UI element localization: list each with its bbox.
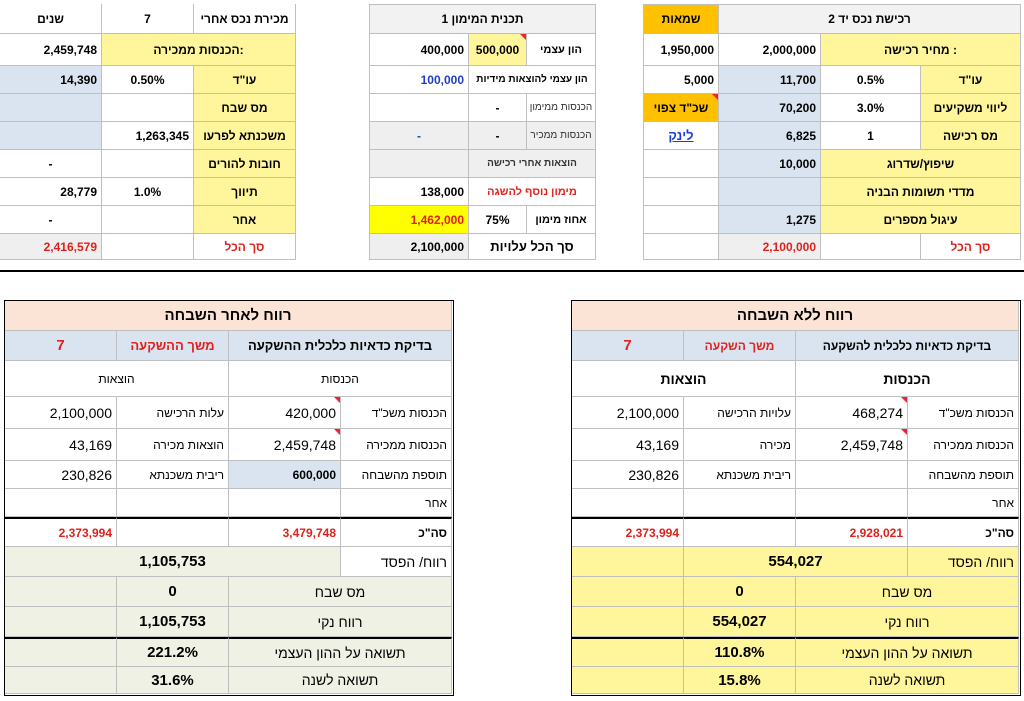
pp-net-label: רווח נקי xyxy=(796,607,1019,637)
sale-parents-label: חובות להורים xyxy=(194,150,296,178)
pa-roe-label: תשואה על ההון העצמי xyxy=(229,637,452,667)
pp-annual-value: 15.8% xyxy=(684,667,796,694)
pa-net-value: 1,105,753 xyxy=(117,607,229,637)
pp-pnl-value: 554,027 xyxy=(684,547,908,577)
pa-sale-expenses-label: הוצאות מכירה xyxy=(117,429,229,461)
purchase-total-value: 2,100,000 xyxy=(719,234,821,260)
expected-rent-label: שכ"ד צפוי xyxy=(643,94,719,122)
pa-rent-income-label: הכנסות משכ"ד xyxy=(341,397,452,429)
pa-net-label: רווח נקי xyxy=(229,607,452,637)
profit-appreciation-panel xyxy=(4,300,454,696)
pa-other-label: אחר xyxy=(341,489,452,517)
pp-expenses-header: הוצאות xyxy=(572,361,796,397)
appraisal-fee[interactable]: 5,000 xyxy=(643,66,719,94)
pp-total-exp-spacer xyxy=(684,517,796,547)
pa-annual-label: תשואה לשנה xyxy=(229,667,452,694)
sale-mortgage-label: משכנתא לפרעו xyxy=(194,122,296,150)
rounding-value: 1,275 xyxy=(719,206,821,234)
renovation-value[interactable]: 10,000 xyxy=(719,150,821,178)
pp-net-value: 554,027 xyxy=(684,607,796,637)
sale-lawyer-pct[interactable]: 0.50% xyxy=(102,66,194,94)
pp-appreciation-empty xyxy=(796,461,908,489)
financing-income-value: - xyxy=(469,94,527,122)
sale-total-value: 2,416,579 xyxy=(0,234,102,260)
sale-title: מכירת נכס אחרי xyxy=(194,4,296,34)
sale-revenue-label: הכנסות ממכירה: xyxy=(102,34,296,66)
equity-value: 400,000 xyxy=(369,34,469,66)
purchase-blank-1 xyxy=(643,150,719,178)
pa-pnl-value: 1,105,753 xyxy=(5,547,341,577)
pa-sale-expenses-value: 43,169 xyxy=(5,429,117,461)
pa-duration-label: משך ההשקעה xyxy=(117,331,229,361)
pa-roe-value: 221.2% xyxy=(117,637,229,667)
pa-rent-income-value: 420,000 xyxy=(229,397,341,429)
sale-lawyer-label: עו"ד xyxy=(194,66,296,94)
pa-cgt-value: 0 xyxy=(117,577,229,607)
sale-other-label: אחר xyxy=(194,206,296,234)
investor-pct[interactable]: 3.0% xyxy=(821,94,921,122)
pa-purchase-cost-label: עלות הרכישה xyxy=(117,397,229,429)
pp-sale-income-label: הכנסות ממכירה xyxy=(908,429,1019,461)
post-purchase-empty xyxy=(369,150,469,178)
pa-roe-spacer xyxy=(5,637,117,667)
pp-sale-expenses-value: 43,169 xyxy=(572,429,684,461)
purchase-price-value[interactable]: 2,000,000 xyxy=(719,34,821,66)
sale-brokerage-pct[interactable]: 1.0% xyxy=(102,178,194,206)
seller-income-value: - xyxy=(469,122,527,150)
appraisal-label: שמאות xyxy=(643,4,719,34)
pp-rent-income-label: הכנסות משכ"ד xyxy=(908,397,1019,429)
pa-total-income: 3,479,748 xyxy=(229,517,341,547)
pp-appreciation-label: תוספת מהשבחה xyxy=(908,461,1019,489)
equity-expenses-value: 100,000 xyxy=(369,66,469,94)
equity-expenses-label: הון עצמי להוצאות מידיות xyxy=(469,66,596,94)
pp-roe-spacer xyxy=(572,637,684,667)
pp-duration-value[interactable]: 7 xyxy=(572,331,684,361)
pa-total-label: סה"כ xyxy=(341,517,452,547)
financing-amount: 1,462,000 xyxy=(369,206,469,234)
pp-cgt-value: 0 xyxy=(684,577,796,607)
pp-other-label: אחר xyxy=(908,489,1019,517)
pa-duration-value[interactable]: 7 xyxy=(5,331,117,361)
link-cell xyxy=(643,122,719,150)
pa-other-exp-label-empty xyxy=(117,489,229,517)
measurements-value[interactable] xyxy=(719,178,821,206)
pp-other-inc-empty xyxy=(796,489,908,517)
pp-duration-label: משך השקעה xyxy=(684,331,796,361)
sale-lawyer-value: 14,390 xyxy=(0,66,102,94)
renovation-label: שיפוץ/שדרוג xyxy=(821,150,1021,178)
profit-plain-panel xyxy=(571,300,1021,696)
financing-total-label: סך הכל עלויות xyxy=(469,234,596,260)
purchase-tax-value: 6,825 xyxy=(719,122,821,150)
pp-total-label: סה"כ xyxy=(908,517,1019,547)
purchase-tax-label: מס רכישה xyxy=(921,122,1021,150)
pa-purchase-cost-value: 2,100,000 xyxy=(5,397,117,429)
purchase-price-label: מחיר רכישה : xyxy=(821,34,1021,66)
pp-mortgage-interest-value: 230,826 xyxy=(572,461,684,489)
purchase-lawyer-pct[interactable]: 0.5% xyxy=(821,66,921,94)
pa-appreciation-label: תוספת מהשבחה xyxy=(341,461,452,489)
purchase-blank-3 xyxy=(643,206,719,234)
extra-financing-label: מימון נוסף להשגה xyxy=(469,178,596,206)
pp-total-income: 2,928,021 xyxy=(796,517,908,547)
sale-total-label: סך הכל xyxy=(194,234,296,260)
pp-other-exp-label-empty xyxy=(684,489,796,517)
purchase-lawyer-label: עו"ד xyxy=(921,66,1021,94)
post-purchase-label: הוצאות אחרי רכישה xyxy=(469,150,596,178)
section-divider xyxy=(0,270,1024,272)
pp-roe-label: תשואה על ההון העצמי xyxy=(796,637,1019,667)
pp-purchase-cost-value: 2,100,000 xyxy=(572,397,684,429)
pp-title: רווח ללא השבחה xyxy=(572,301,1019,331)
pa-title: רווח לאחר השבחה xyxy=(5,301,452,331)
pp-pnl-label: רווח/ הפסד xyxy=(908,547,1019,577)
purchase-tax-count[interactable]: 1 xyxy=(821,122,921,150)
financing-title: תכנית המימון 1 xyxy=(369,4,596,34)
sale-total-empty xyxy=(102,234,194,260)
purchase-title: רכישת נכס יד 2 xyxy=(719,4,1021,34)
sale-tax-label: מס שבח xyxy=(194,94,296,122)
pa-annual-spacer xyxy=(5,667,117,694)
sale-mortgage-value[interactable]: 1,263,345 xyxy=(102,122,194,150)
pp-check-label: בדיקת כדאיות כלכלית להשקעה xyxy=(796,331,1019,361)
sale-brokerage-value: 28,779 xyxy=(0,178,102,206)
years-value[interactable]: 7 xyxy=(102,4,194,34)
pa-cgt-label: מס שבח xyxy=(229,577,452,607)
financing-income-empty xyxy=(369,94,469,122)
extra-financing-value: 138,000 xyxy=(369,178,469,206)
pp-net-spacer xyxy=(572,607,684,637)
pa-other-inc-empty xyxy=(229,489,341,517)
seller-income-label: הכנסות ממכיר xyxy=(527,122,596,150)
pp-income-header: הכנסות xyxy=(796,361,1019,397)
pa-mortgage-interest-value: 230,826 xyxy=(5,461,117,489)
pa-net-spacer xyxy=(5,607,117,637)
sale-revenue-value: 2,459,748 xyxy=(0,34,102,66)
pp-sale-expenses-label: מכירה xyxy=(684,429,796,461)
pp-sale-income-value: 2,459,748 xyxy=(796,429,908,461)
years-label: שנים xyxy=(0,4,102,34)
pa-check-label: בדיקת כדאיות כלכלית ההשקעה xyxy=(229,331,452,361)
financing-income-label: הכנסות ממימון xyxy=(527,94,596,122)
pp-total-expenses: 2,373,994 xyxy=(572,517,684,547)
measurements-label: מדדי תשומות הבניה xyxy=(821,178,1021,206)
equity-label: הון עצמי xyxy=(527,34,596,66)
rounding-label: עיגול מספרים xyxy=(821,206,1021,234)
pa-annual-value: 31.6% xyxy=(117,667,229,694)
pp-purchase-cost-label: עלויות הרכישה xyxy=(684,397,796,429)
sale-tax-empty xyxy=(102,94,194,122)
purchase-blank-4 xyxy=(643,234,719,260)
purchase-total-empty xyxy=(821,234,921,260)
pa-sale-income-label: הכנסות ממכירה xyxy=(341,429,452,461)
sale-other-empty xyxy=(102,206,194,234)
pp-cgt-label: מס שבח xyxy=(796,577,1019,607)
sale-parents-value: - xyxy=(0,150,102,178)
purchase-lawyer-value: 11,700 xyxy=(719,66,821,94)
pa-expenses-header: הוצאות xyxy=(5,361,229,397)
pa-sale-income-value: 2,459,748 xyxy=(229,429,341,461)
pp-annual-spacer xyxy=(572,667,684,694)
financing-total-value: 2,100,000 xyxy=(369,234,469,260)
purchase-total-label: סך הכל xyxy=(921,234,1021,260)
pa-appreciation-value[interactable]: 600,000 xyxy=(229,461,341,489)
pa-total-expenses: 2,373,994 xyxy=(5,517,117,547)
pa-pnl-label: רווח/ הפסד xyxy=(341,547,452,577)
sale-mortgage-cell xyxy=(0,122,102,150)
pp-rent-income-value: 468,274 xyxy=(796,397,908,429)
purchase-blank-2 xyxy=(643,178,719,206)
sale-brokerage-label: תיווך xyxy=(194,178,296,206)
sale-tax-value xyxy=(0,94,102,122)
pp-mortgage-interest-label: ריבית משכנתא xyxy=(684,461,796,489)
seller-income-extra: - xyxy=(369,122,469,150)
pp-roe-value: 110.8% xyxy=(684,637,796,667)
link[interactable]: לינק xyxy=(668,128,694,143)
pp-cgt-spacer xyxy=(572,577,684,607)
pa-income-header: הכנסות xyxy=(229,361,452,397)
pa-other-exp-empty xyxy=(5,489,117,517)
pa-mortgage-interest-label: ריבית משכנתא xyxy=(117,461,229,489)
pp-annual-label: תשואה לשנה xyxy=(796,667,1019,694)
appraisal-value[interactable]: 1,950,000 xyxy=(643,34,719,66)
pa-total-exp-spacer xyxy=(117,517,229,547)
financing-pct[interactable]: 75% xyxy=(469,206,527,234)
sale-parents-empty xyxy=(102,150,194,178)
investor-label: ליווי משקיעים xyxy=(921,94,1021,122)
pp-pnl-spacer xyxy=(572,547,684,577)
pa-cgt-spacer xyxy=(5,577,117,607)
equity-input[interactable]: 500,000 xyxy=(469,34,527,66)
financing-pct-label: אחוז מימון xyxy=(527,206,596,234)
sale-other-value: - xyxy=(0,206,102,234)
pp-other-exp-empty xyxy=(572,489,684,517)
investor-value: 70,200 xyxy=(719,94,821,122)
